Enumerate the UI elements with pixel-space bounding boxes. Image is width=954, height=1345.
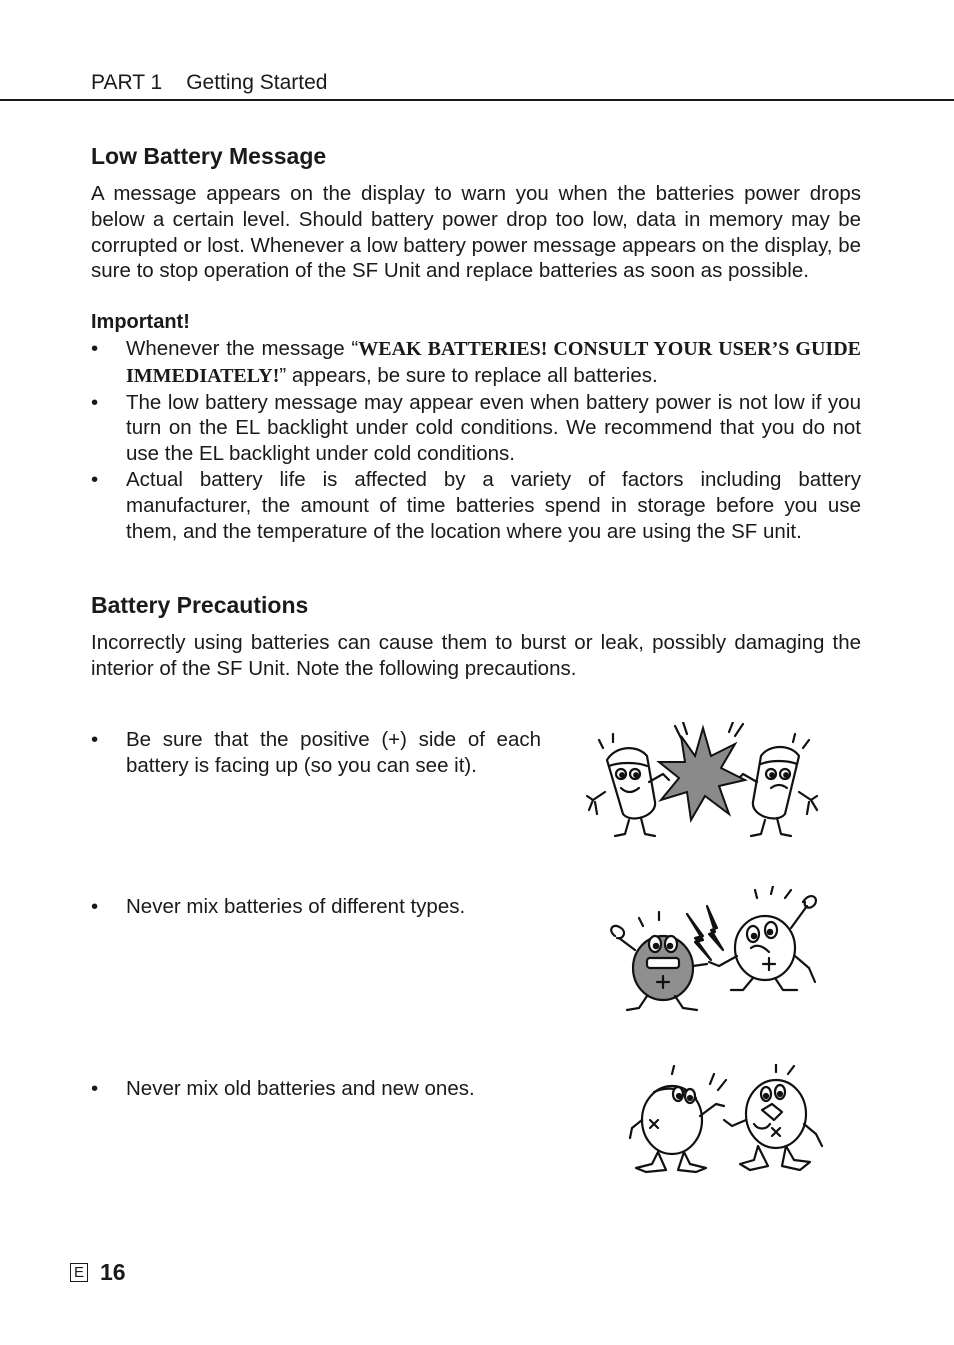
weak-batteries-message: WEAK BATTERIES! CONSULT YOUR USER’S GUIDE IMMEDIATELY! — [126, 337, 861, 387]
part-label: PART 1 — [91, 71, 163, 94]
precaution-list-1 — [91, 727, 541, 779]
part-title: Getting Started — [186, 71, 328, 94]
language-box: E — [70, 1263, 88, 1282]
bullet-dot: • — [91, 390, 99, 414]
precautions-heading: Battery Precautions — [91, 592, 309, 619]
bullet-dot: • — [91, 467, 99, 491]
page-number: 16 — [100, 1259, 126, 1285]
bullet1-post: ” appears, be sure to replace all batteries. — [279, 363, 658, 387]
precaution-item-2-text: Never mix batteries of different types. — [126, 895, 466, 918]
bullet2-text: The low battery message may appear even when battery power is not low if you turn on the EL backlight under cold conditions. We recommend that you do not use the EL backlight under cold conditions. — [126, 390, 861, 466]
important-item-weak-batteries — [91, 336, 861, 390]
precaution-list-3 — [91, 1076, 541, 1102]
header-rule — [0, 99, 954, 101]
main-content — [91, 141, 861, 682]
precaution-item-mix-old-new — [91, 1076, 541, 1102]
precaution-item-mix-types — [91, 894, 541, 920]
bursting-batteries-illustration — [585, 722, 821, 844]
important-list — [91, 336, 861, 544]
precaution-item-1-text: Be sure that the positive (+) side of each battery is facing up (so you can see it). — [126, 728, 541, 777]
old-new-batteries-illustration — [626, 1064, 826, 1180]
bullet1-pre: Whenever the message “ — [126, 336, 359, 360]
precaution-item-3-text: Never mix old batteries and new ones. — [126, 1077, 475, 1100]
important-item-battery-life — [91, 467, 861, 544]
bullet-dot: • — [91, 728, 99, 751]
fighting-batteries-illustration — [603, 886, 825, 1016]
precautions-intro: Incorrectly using batteries can cause them to burst or leak, possibly damaging the interior of the SF Unit. Note the following precautions. — [91, 631, 861, 681]
important-item-backlight — [91, 390, 861, 467]
precaution-item-polarity — [91, 727, 541, 779]
running-header — [91, 70, 327, 96]
bullet-dot: • — [91, 895, 99, 918]
bullet-dot: • — [91, 1077, 99, 1100]
bullet-dot: • — [91, 336, 99, 360]
page-footer — [70, 1259, 126, 1286]
precaution-list-2 — [91, 894, 541, 920]
bullet3-text: Actual battery life is affected by a variety of factors including battery manufacturer, the amount of time batteries spend in storage before you use them, and the temperature of the location where you are using the SF unit. — [126, 467, 861, 543]
low-battery-heading: Low Battery Message — [91, 143, 327, 169]
low-battery-body: A message appears on the display to warn you when the batteries power drops below a certain level. Should battery power drop too low, data in memory may be corrupted or lost. Whenever a low battery power message appears on the display, be sure to stop operation of the SF Unit and replace batteries as soon as possible. — [91, 182, 861, 283]
important-label: Important! — [91, 311, 190, 334]
